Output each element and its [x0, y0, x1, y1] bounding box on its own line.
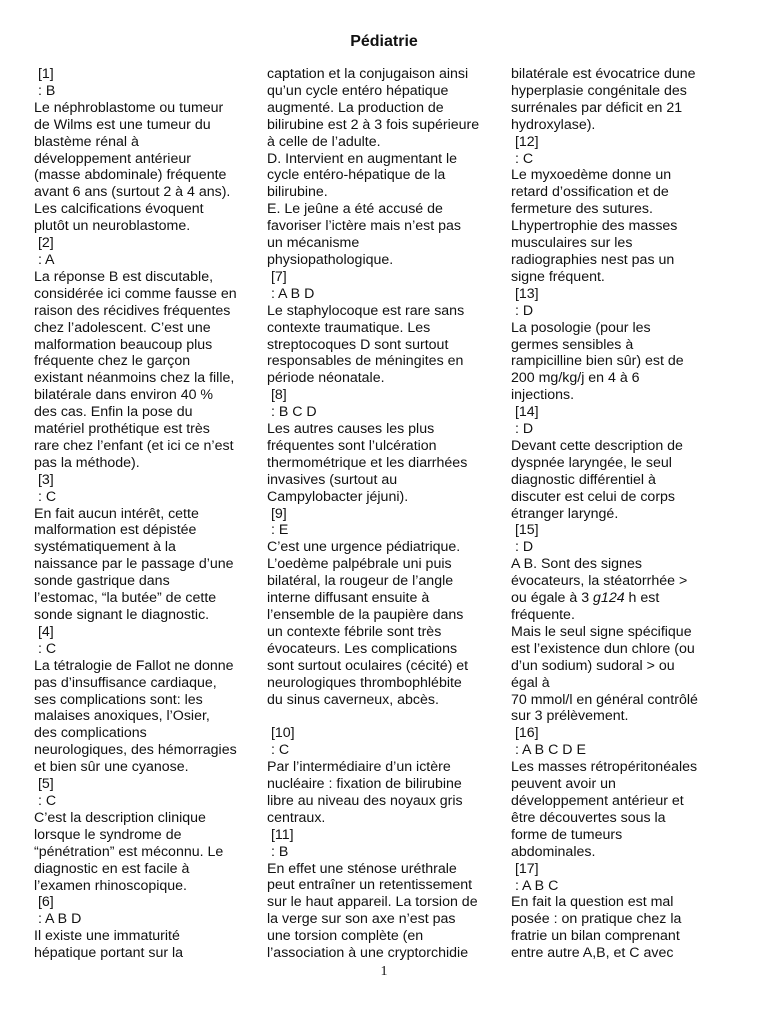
text-line: responsables de méningites en — [267, 353, 464, 370]
text-line: : B — [267, 843, 289, 860]
text-line: : E — [267, 522, 289, 539]
text-line: neurologiques, des hémorragies — [34, 742, 237, 759]
text-line: la verge sur son axe n’est pas — [267, 911, 456, 928]
text-line: signe fréquent. — [511, 268, 605, 285]
text-line: rare chez l’enfant (et ici ce n’est — [34, 437, 234, 454]
text-line: fréquente. — [511, 607, 575, 623]
text-line: C’est la description clinique — [34, 809, 206, 826]
text-line: C’est une urgence pédiatrique. — [267, 539, 461, 556]
text-line: de Wilms est une tumeur du — [34, 116, 211, 133]
text-line: En effet une sténose uréthrale — [267, 860, 457, 877]
text-line: Par l’intermédiaire d’un ictère — [267, 759, 451, 776]
text-line: hyperplasie congénitale des — [511, 82, 687, 99]
text-line: Il existe une immaturité — [34, 928, 180, 945]
text-line: un mécanisme — [267, 235, 360, 252]
text-line: La réponse B est discutable, — [34, 268, 214, 285]
text-line: : C — [34, 488, 57, 505]
text-line: La posologie (pour les — [511, 319, 651, 336]
page-title: Pédiatrie — [350, 33, 418, 50]
text-line: d’un sodium) sudoral > ou — [511, 657, 675, 674]
text-line: chez l’adolescent. C’est une — [34, 319, 211, 336]
text-line: fratrie un bilan comprenant — [511, 928, 680, 945]
text-line: surrénales par déficit en 21 — [511, 99, 683, 116]
text-line: peut entraîner un retentissement — [267, 877, 473, 894]
text-line: Le staphylocoque est rare sans — [267, 302, 465, 319]
text-line: (masse abdominale) fréquente — [34, 167, 227, 184]
text-line: : C — [34, 792, 57, 809]
text-line: existant néanmoins chez la fille, — [34, 370, 235, 387]
text-line: hydroxylase). — [511, 116, 596, 133]
text-line: radiographies nest pas un — [511, 251, 675, 268]
text-line: En fait aucun intérêt, cette — [34, 505, 199, 522]
text-line: Les autres causes les plus — [267, 421, 435, 438]
text-line: captation et la conjugaison ainsi — [267, 66, 469, 82]
text-line: : B — [34, 82, 56, 99]
text-line: nucléaire : fixation de bilirubine — [267, 776, 462, 793]
text-line: favoriser l’ictère mais n’est pas — [267, 218, 461, 235]
text-line: [3] — [34, 471, 54, 488]
text-line: entre autre A,B, et C avec — [511, 945, 674, 962]
text-line: [2] — [34, 235, 54, 252]
text-column-3 — [511, 66, 743, 962]
text-line: cycle entéro-hépatique de la — [267, 167, 446, 184]
text-line: sont surtout oculaires (cécité) et — [267, 657, 469, 674]
text-line: contexte traumatique. Les — [267, 319, 431, 336]
text-line: libre au niveau des noyaux gris — [267, 792, 463, 809]
text-line: pas la méthode). — [34, 454, 140, 471]
text-line: est l’existence dun chlore (ou — [511, 640, 695, 657]
text-line: sonde gastrique dans — [34, 573, 170, 590]
page-number: 1 — [380, 964, 388, 979]
text-line: [1] — [34, 66, 54, 82]
text-line: abdominales. — [511, 843, 596, 860]
text-line: [4] — [34, 623, 54, 640]
text-line: diagnostic différentiel à — [511, 471, 656, 488]
text-line: : D — [511, 421, 534, 438]
text-line: qu’un cycle entéro hépatique — [267, 82, 449, 99]
text-line: diagnostic en est facile à — [34, 860, 190, 877]
text-line: des cas. Enfin la pose du — [34, 404, 193, 421]
text-line: des complications — [34, 725, 147, 742]
text-line: En fait la question est mal — [511, 894, 674, 911]
text-line: [17] — [511, 860, 539, 877]
text-line: rampicilline bien sûr) est de — [511, 353, 684, 370]
text-line: E. Le jeûne a été accusé de — [267, 201, 443, 218]
text-line: lorsque le syndrome de — [34, 826, 182, 843]
text-line: augmenté. La production de — [267, 99, 444, 116]
text-line: [9] — [267, 505, 287, 522]
text-line: malformation beaucoup plus — [34, 336, 213, 353]
text-line: “pénétration” est méconnu. Le — [34, 843, 224, 860]
text-line: : D — [511, 539, 534, 556]
text-line: D. Intervient en augmentant le — [267, 150, 458, 167]
text-line: fréquente chez le garçon — [34, 353, 191, 370]
text-line: posée : on pratique chez la — [511, 911, 682, 928]
text-line: : A B D — [34, 911, 82, 928]
text-line: sur 3 prélèvement. — [511, 708, 629, 725]
text-line: : B C D — [267, 404, 317, 421]
text-line: fermeture des sutures. — [511, 201, 653, 218]
text-line: Lhypertrophie des masses — [511, 218, 678, 235]
text-line: : D — [511, 302, 534, 319]
text-line: peuvent avoir un — [511, 776, 616, 793]
text-line: interne diffusant ensuite à — [267, 590, 430, 607]
text-line: germes sensibles à — [511, 336, 634, 353]
text-line: blastème rénal à — [34, 133, 139, 150]
text-line: centraux. — [267, 809, 326, 826]
text-line: [8] — [267, 387, 287, 404]
text-line: bilirubine. — [267, 184, 328, 201]
text-line: ses complications sont: les — [34, 691, 203, 708]
text-line: [12] — [511, 133, 539, 150]
text-line: [13] — [511, 285, 539, 302]
text-line: du sinus caverneux, abcès. — [267, 691, 439, 708]
text-column-2 — [267, 66, 499, 962]
text-line: égal à — [511, 674, 550, 691]
text-line: 200 mg/kg/j en 4 à 6 — [511, 370, 640, 387]
blank-line — [267, 708, 499, 725]
text-line: [6] — [34, 894, 54, 911]
text-line: neurologiques thrombophlébite — [267, 674, 462, 691]
text-line: [14] — [511, 404, 539, 421]
text-line: [10] — [267, 725, 295, 742]
text-line: considérée ici comme fausse en — [34, 285, 237, 302]
text-line: l’association à une cryptorchidie — [267, 945, 469, 962]
text-line: L’oedème palpébrale uni puis — [267, 556, 452, 573]
text-line: ou égale à 3 g124 h est — [511, 590, 660, 607]
text-line: injections. — [511, 387, 575, 404]
text-line: forme de tumeurs — [511, 826, 623, 843]
text-line: bilatérale est évocatrice dune — [511, 66, 696, 82]
text-line: : A — [34, 251, 55, 268]
text-line: A B. Sont des signes — [511, 556, 642, 573]
text-line: : A B C D E — [511, 742, 586, 759]
text-line: étranger laryngé. — [511, 505, 619, 522]
text-column-1 — [34, 66, 260, 962]
text-line: une torsion complète (en — [267, 928, 424, 945]
text-line: Campylobacter jéjuni). — [267, 488, 409, 505]
text-line: l’estomac, “la butée” de cette — [34, 590, 217, 607]
text-line: [15] — [511, 522, 539, 539]
text-line: être découvertes sous la — [511, 809, 666, 826]
text-line: avant 6 ans (surtout 2 à 4 ans). — [34, 184, 231, 201]
text-line: Les calcifications évoquent — [34, 201, 204, 218]
text-line: sonde signant le diagnostic. — [34, 607, 210, 623]
text-line: plutôt un neuroblastome. — [34, 218, 191, 235]
text-line: l’ensemble de la paupière dans — [267, 607, 464, 623]
text-line: matériel prothétique est très — [34, 421, 210, 438]
text-line: invasives (surtout au — [267, 471, 398, 488]
text-line: : A B C — [511, 877, 559, 894]
text-line: [16] — [511, 725, 539, 742]
text-line: malaises anoxiques, l’Osier, — [34, 708, 210, 725]
text-line: musculaires sur les — [511, 235, 633, 252]
text-line: un contexte fébrile sont très — [267, 623, 442, 640]
text-line: à celle de l’adulte. — [267, 133, 381, 150]
text-line: thermométrique et les diarrhées — [267, 454, 468, 471]
text-line: 70 mmol/l en général contrôlé — [511, 691, 698, 708]
text-line: : C — [511, 150, 534, 167]
text-line: bilirubine est 2 à 3 fois supérieure — [267, 116, 480, 133]
text-line: l’examen rhinoscopique. — [34, 877, 188, 894]
text-line: streptocoques D sont surtout — [267, 336, 449, 353]
text-line: développement antérieur — [34, 150, 191, 167]
text-line: Le myxoedème donne un — [511, 167, 672, 184]
text-line: Devant cette description de — [511, 437, 683, 454]
text-line: fréquentes sont l’ulcération — [267, 437, 437, 454]
text-line: : A B D — [267, 285, 315, 302]
text-line: Les masses rétropéritonéales — [511, 759, 698, 776]
text-line: évocateurs, la stéatorrhée > — [511, 573, 688, 590]
text-line: : C — [34, 640, 57, 657]
text-line: retard d’ossification et de — [511, 184, 669, 201]
text-line: naissance par le passage d’une — [34, 556, 234, 573]
text-line: pas d’insuffisance cardiaque, — [34, 674, 217, 691]
text-line: [7] — [267, 268, 287, 285]
text-line: hépatique portant sur la — [34, 945, 184, 962]
text-line: Le néphroblastome ou tumeur — [34, 99, 224, 116]
text-line: malformation est dépistée — [34, 522, 197, 539]
text-line: évocateurs. Les complications — [267, 640, 458, 657]
text-line: La tétralogie de Fallot ne donne — [34, 657, 234, 674]
text-line: bilatéral, la rougeur de l’angle — [267, 573, 454, 590]
text-line: raison des récidives fréquentes — [34, 302, 231, 319]
text-line: physiopathologique. — [267, 251, 394, 268]
text-line: sur le haut appareil. La torsion de — [267, 894, 478, 911]
text-line: développement antérieur et — [511, 792, 684, 809]
text-line: : C — [267, 742, 290, 759]
text-line: période néonatale. — [267, 370, 385, 387]
text-line: [5] — [34, 776, 54, 793]
text-line: Mais le seul signe spécifique — [511, 623, 692, 640]
text-line: [11] — [267, 826, 294, 843]
text-line: bilatérale dans environ 40 % — [34, 387, 214, 404]
text-line: et bien sûr une cyanose. — [34, 759, 189, 776]
text-line: dyspnée laryngée, le seul — [511, 454, 672, 471]
text-line: discuter est celui de corps — [511, 488, 676, 505]
text-line: systématiquement à la — [34, 539, 176, 556]
